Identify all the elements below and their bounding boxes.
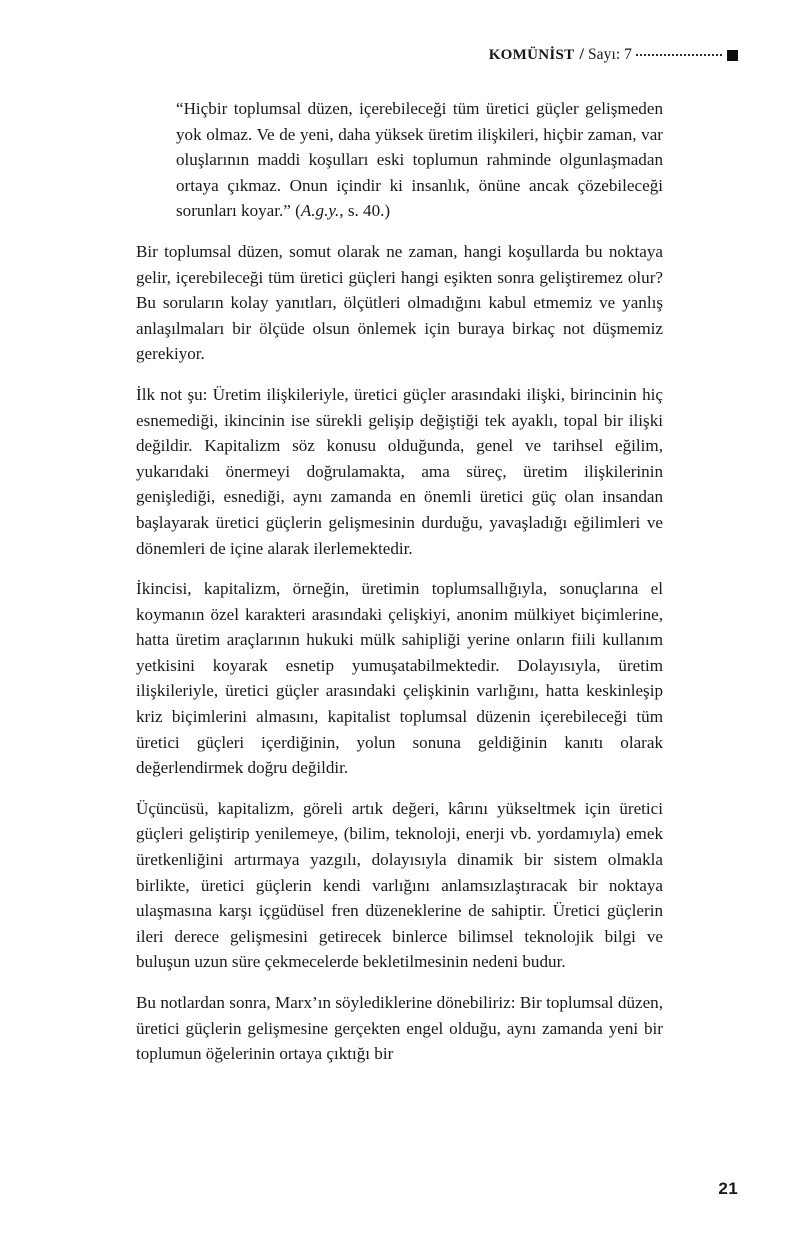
publication-title: KOMÜNİST [488, 46, 575, 63]
body-paragraph-2: İlk not şu: Üretim ilişkileriyle, üretici güçler arasındaki ilişki, birincinin hiç esnemediği, ikincinin ise sürekli gelişip değiştiği tek ayaklı, topal bir ilişki değildir. Kapitalizm söz konusu olduğunda, genel ve tarihsel eğilim, yukarıdaki önermeyi doğrulamakta, ama süreç, üretim ilişkilerinin genişlediği, esnediği, aynı zamanda en önemli üretici güç olan insandan başlayarak üretici güçlerin gelişmesinin durduğu, yavaşladığı eğilimleri ve dönemleri de içine alarak ilerlemektedir. [136, 384, 663, 558]
body-paragraph-5: Bu notlardan sonra, Marx’ın söylediklerine dönebiliriz: Bir toplumsal düzen, üretici güçlerin gelişmesine gerçekten engel olduğu, aynı zamanda yeni bir toplumun öğelerinin ortaya çıktığı bir [136, 993, 663, 1064]
quote-paragraph [176, 96, 663, 224]
quote-text: “Hiçbir toplumsal düzen, içerebileceği tüm üretici güçler gelişmeden yok olmaz. Ve de yeni, daha yüksek üretim ilişkileri, hiçbir zaman, var oluşlarının maddi koşulları eski toplumun rahminde olgunlaşmadan ortaya çıkmaz. Onun içindir ki insanlık, önüne ancak çözebileceği sorunları koyar.” ( [176, 99, 663, 221]
pull-quote [136, 96, 663, 224]
header-separator: / [579, 46, 584, 63]
dotted-leader-line [636, 53, 722, 56]
body-paragraph-3: İkincisi, kapitalizm, örneğin, üretimin toplumsallığıyla, sonuçlarına el koymanın özel karakteri arasındaki çelişkiyi, anonim mülkiyet biçimlerine, hatta üretim araçlarının hukuki mülk sahipliği yerine onların fiili kullanım yetkisini koyarak esnetip yumuşatabilmektedir. Dolayısıyla, üretim ilişkileriyle, üretici güçler arasındaki çelişkinin varlığını, hatta keskinleşip kriz biçimlerini almasını, kapitalist toplumsal düzenin içerebileceği tüm üretici güçleri içerdiğinin, yolun sonuna geldiğinin kanıtı olarak değerlendirmek doğru değildir. [136, 579, 663, 778]
square-marker-icon [727, 50, 738, 61]
body-paragraph-4: Üçüncüsü, kapitalizm, göreli artık değeri, kârını yükseltmek için üretici güçleri geliştirip yenilemeye, (bilim, teknoloji, enerji vb. yordamıyla) emek üretkenliğini artırmaya yazgılı, dolayısıyla dinamik bir sistem olmakla birlikte, üretici güçlerin kendi varlığını anlamsızlaştıracak bir noktaya ulaşmasına karşı içgüdüsel fren düzeneklerine de sahiptir. Üretici güçlerin ileri derece gelişmesini getirecek binlerce bilimsel teknolojik bilgi ve buluşun uzun süre çekmecelerde bekletilmesinin nedeni budur. [136, 798, 663, 972]
quote-source-italic: A.g.y. [300, 201, 340, 221]
running-header [489, 46, 738, 64]
issue-number: Sayı: 7 [587, 46, 632, 63]
text-column [136, 96, 663, 1067]
page-number: 21 [718, 1179, 738, 1198]
quote-source-rest: , s. 40.) [339, 201, 391, 221]
body-paragraph-1: Bir toplumsal düzen, somut olarak ne zaman, hangi koşullarda bu noktaya gelir, içerebileceği tüm üretici güçleri hangi eşikten sonra geliştiremez olur? Bu soruların kolay yanıtları, ölçütleri olmadığını kabul etmemiz ve yanlış anlaşılmaları bir ölçüde olsun önlemek için buraya birkaç not düşmemiz gerekiyor. [136, 241, 663, 364]
